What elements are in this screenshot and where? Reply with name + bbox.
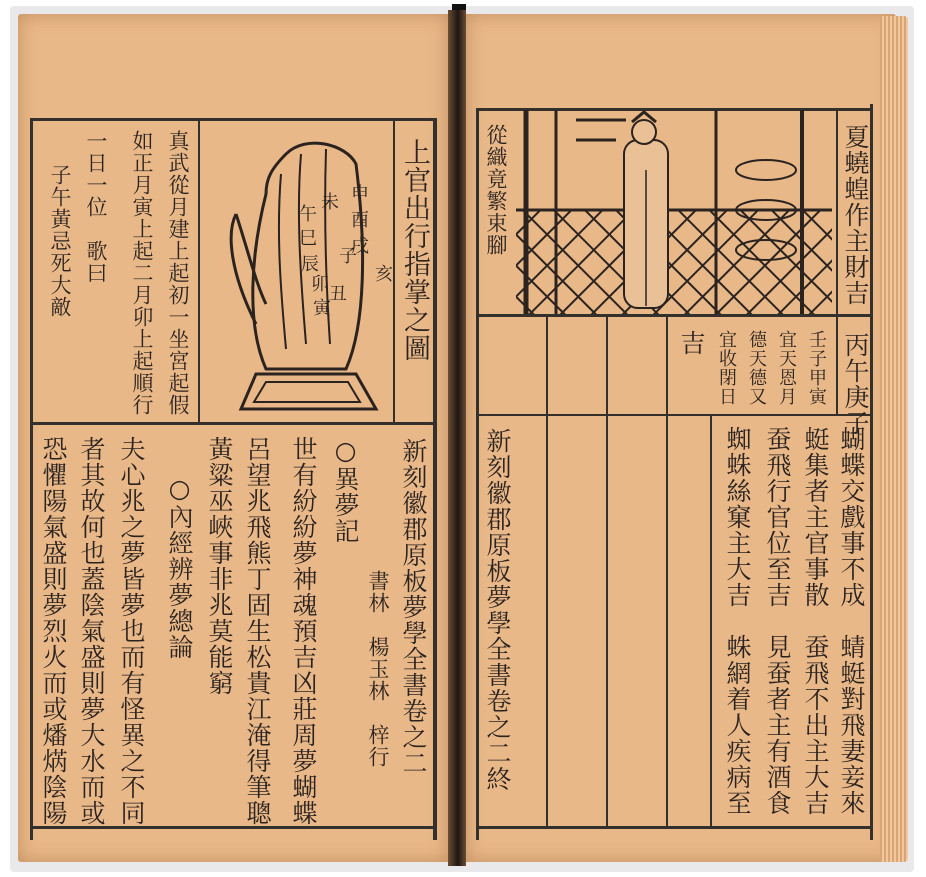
text-column: 真武從月建上起初一坐宮起假 xyxy=(166,130,190,416)
woman-illustration xyxy=(516,110,832,314)
top-border xyxy=(30,118,436,121)
palm-label: 辰 xyxy=(298,254,319,273)
bottom-border xyxy=(30,826,436,829)
text-column: 德天德又 xyxy=(746,330,767,406)
column-rule xyxy=(666,314,668,826)
text-column: 夫心兆之夢皆夢也而有怪異之不同 xyxy=(117,436,146,826)
left-border xyxy=(30,118,33,840)
divider xyxy=(836,108,838,414)
chapter-heading: 新刻徽郡原板夢學全書卷之二 xyxy=(399,438,428,776)
text-column: 恐懼陽氣盛則夢烈火而或燔焫陰陽 xyxy=(39,436,68,826)
text-column: 黃粱巫峽事非兆莫能窮 xyxy=(205,436,234,696)
palm-label: 巳 xyxy=(296,228,317,247)
chapter-end-line: 新刻徽郡原板夢學全書卷之二終 xyxy=(483,428,512,792)
text-column: 宜收閉日 xyxy=(716,330,737,406)
text-column: 如正月寅上起二月卯上起順行 xyxy=(130,130,154,416)
divider xyxy=(393,118,395,424)
text-column: 吉 xyxy=(677,330,706,356)
text-column: ○內經辨夢總論 xyxy=(165,474,194,660)
column-rule xyxy=(606,314,608,826)
left-border xyxy=(476,108,479,840)
text-column: 夏蟯蝗作主財吉 xyxy=(841,124,870,306)
palm-label: 未 xyxy=(318,192,339,211)
palm-label: 申 xyxy=(348,184,369,203)
text-column: 一日一位 歌曰 xyxy=(84,130,108,284)
publisher-line: 書林 楊玉林 梓行 xyxy=(366,570,390,768)
book-spine xyxy=(448,10,466,866)
right-page xyxy=(466,14,896,862)
text-column: 呂望兆飛熊丁固生松貴江淹得筆聰 xyxy=(243,436,272,826)
illustration-caption: 從織竟繁束腳 xyxy=(484,124,508,256)
palm-label: 酉 xyxy=(348,210,369,229)
text-column: 者其故何也蓋陰氣盛則夢大水而或 xyxy=(77,436,106,826)
text-column: 蝴蝶交戲事不成 蜻蜓對飛妻妾來 xyxy=(837,426,866,816)
text-column: 子午黃忌死大敵 xyxy=(48,164,72,318)
bottom-border xyxy=(476,826,872,829)
divider xyxy=(198,118,200,424)
palm-label: 午 xyxy=(296,204,317,223)
text-column: ○異夢記 xyxy=(331,436,360,544)
mid-border xyxy=(476,414,872,416)
palm-label: 寅 xyxy=(310,298,331,317)
diagram-title: 上官出行指掌之圖 xyxy=(399,138,430,362)
mid-border xyxy=(476,314,872,317)
palm-label: 亥 xyxy=(372,264,393,283)
text-column: 蜘蛛絲窠主大吉 蛛網着人疾病至 xyxy=(723,426,752,816)
text-column: 蚕飛行官位至吉 見蚕者主有酒食 xyxy=(763,426,792,816)
right-border xyxy=(433,118,437,840)
text-column: 蜓集者主官事散 蚕飛不出主大吉 xyxy=(801,426,830,816)
text-column: 世有紛紛夢神魂預吉凶莊周夢蝴蝶 xyxy=(289,436,318,826)
column-rule xyxy=(546,314,548,826)
page-edges xyxy=(880,16,908,862)
text-column: 丙午庚子 xyxy=(841,332,870,436)
palm-label: 卯 xyxy=(308,274,329,293)
palm-label: 丑 xyxy=(326,284,347,303)
column-rule xyxy=(710,414,712,826)
left-page xyxy=(18,14,448,862)
text-column: 壬子甲寅 xyxy=(806,330,827,406)
palm-label: 戌 xyxy=(348,236,369,255)
text-column: 宜天恩月 xyxy=(776,330,797,406)
palm-diagram xyxy=(226,134,386,424)
palm-label: 子 xyxy=(336,246,357,265)
right-border xyxy=(870,104,873,840)
